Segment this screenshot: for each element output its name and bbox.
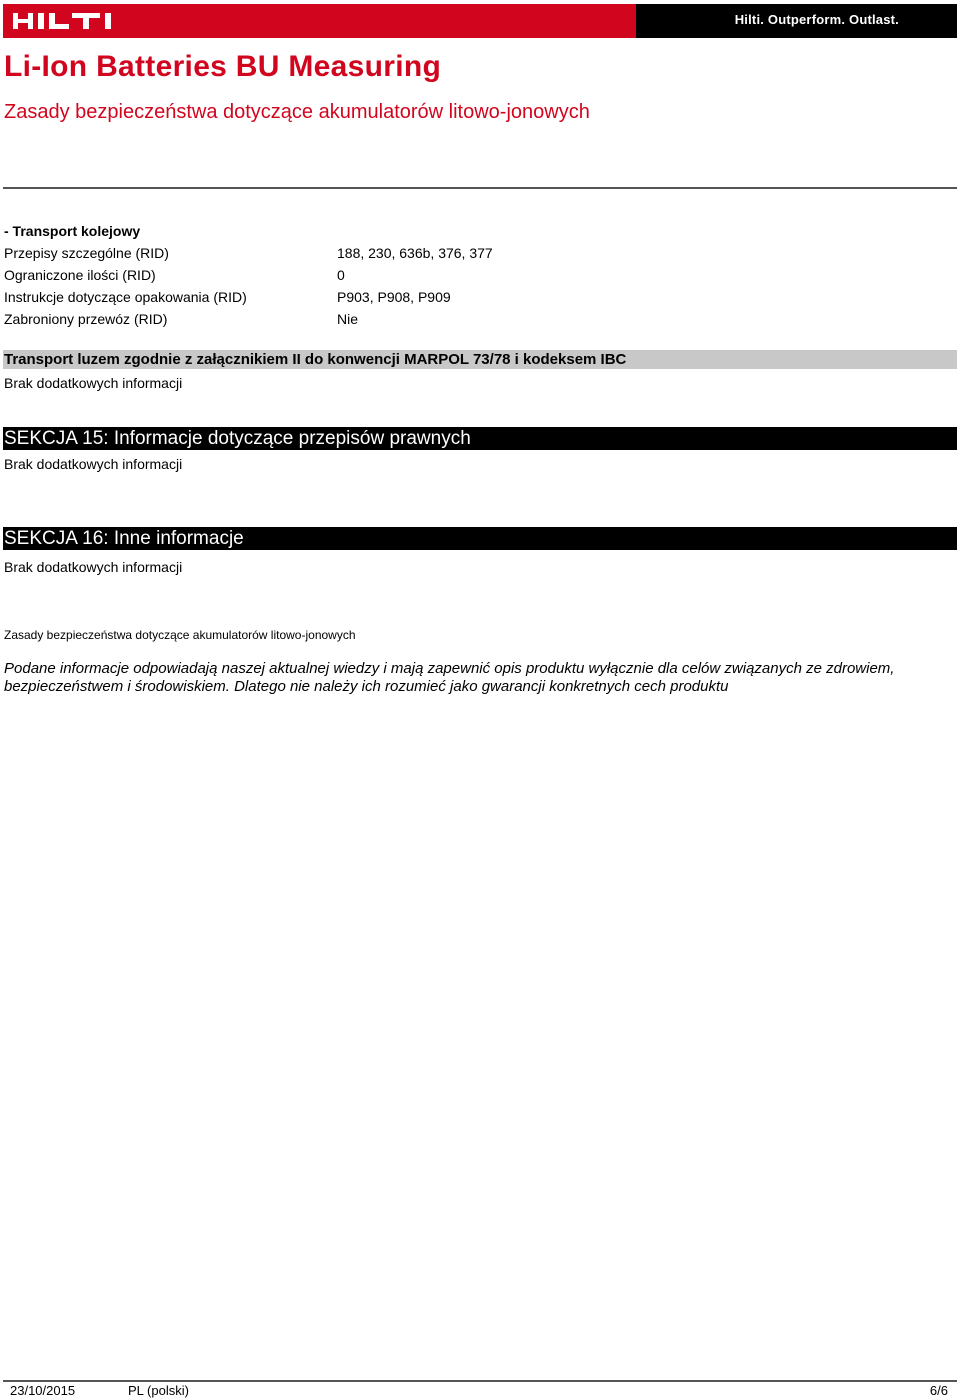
rid-forbidden-value: Nie — [337, 311, 359, 327]
rid-special-provisions-label: Przepisy szczególne (RID) — [4, 245, 169, 261]
banner-red-panel — [3, 4, 636, 38]
section16-text: Brak dodatkowych informacji — [4, 559, 183, 575]
footer-date: 23/10/2015 — [10, 1383, 76, 1398]
header-divider — [3, 187, 957, 189]
rid-limited-quantities-value: 0 — [337, 267, 345, 283]
document-subtitle: Zasady bezpieczeństwa dotyczące akumulatorów litowo-jonowych — [4, 101, 590, 123]
rid-packing-instructions-value: P903, P908, P909 — [337, 289, 451, 305]
section16-heading-bar — [3, 527, 957, 550]
rid-limited-quantities-label: Ograniczone ilości (RID) — [4, 267, 156, 283]
hilti-logo — [11, 11, 121, 31]
marpol-text: Brak dodatkowych informacji — [4, 375, 183, 391]
header-banner — [3, 4, 957, 38]
marpol-heading-bar — [3, 350, 957, 369]
document-title: Li-Ion Batteries BU Measuring — [4, 50, 442, 83]
section15-text: Brak dodatkowych informacji — [4, 456, 183, 472]
section16-heading: SEKCJA 16: Inne informacje — [4, 528, 244, 549]
footer-page-number: 6/6 — [929, 1383, 948, 1398]
rail-transport-heading: - Transport kolejowy — [4, 223, 141, 239]
marpol-heading: Transport luzem zgodnie z załącznikiem II do konwencji MARPOL 73/78 i kodeksem IBC — [4, 351, 627, 368]
brand-slogan: Hilti. Outperform. Outlast. — [734, 12, 899, 27]
section15-heading: SEKCJA 15: Informacje dotyczące przepisów prawnych — [4, 428, 471, 449]
banner-black-panel — [636, 4, 957, 38]
footer-language: PL (polski) — [128, 1383, 189, 1398]
rid-special-provisions-value: 188, 230, 636b, 376, 377 — [337, 245, 493, 261]
section15-heading-bar — [3, 427, 957, 450]
rid-packing-instructions-label: Instrukcje dotyczące opakowania (RID) — [4, 289, 247, 305]
rid-forbidden-label: Zabroniony przewóz (RID) — [4, 311, 168, 327]
footer-divider — [3, 1380, 957, 1382]
section16-note: Zasady bezpieczeństwa dotyczące akumulatorów litowo-jonowych — [4, 628, 356, 642]
disclaimer-text: Podane informacje odpowiadają naszej aktualnej wiedzy i mają zapewnić opis produktu wyłącznie dla celów związanych ze zdrowiem, bezpieczeństwem i środowiskiem. Dlatego nie należy ich rozumieć jako gwarancji konkretnych cech produktu — [4, 660, 895, 695]
